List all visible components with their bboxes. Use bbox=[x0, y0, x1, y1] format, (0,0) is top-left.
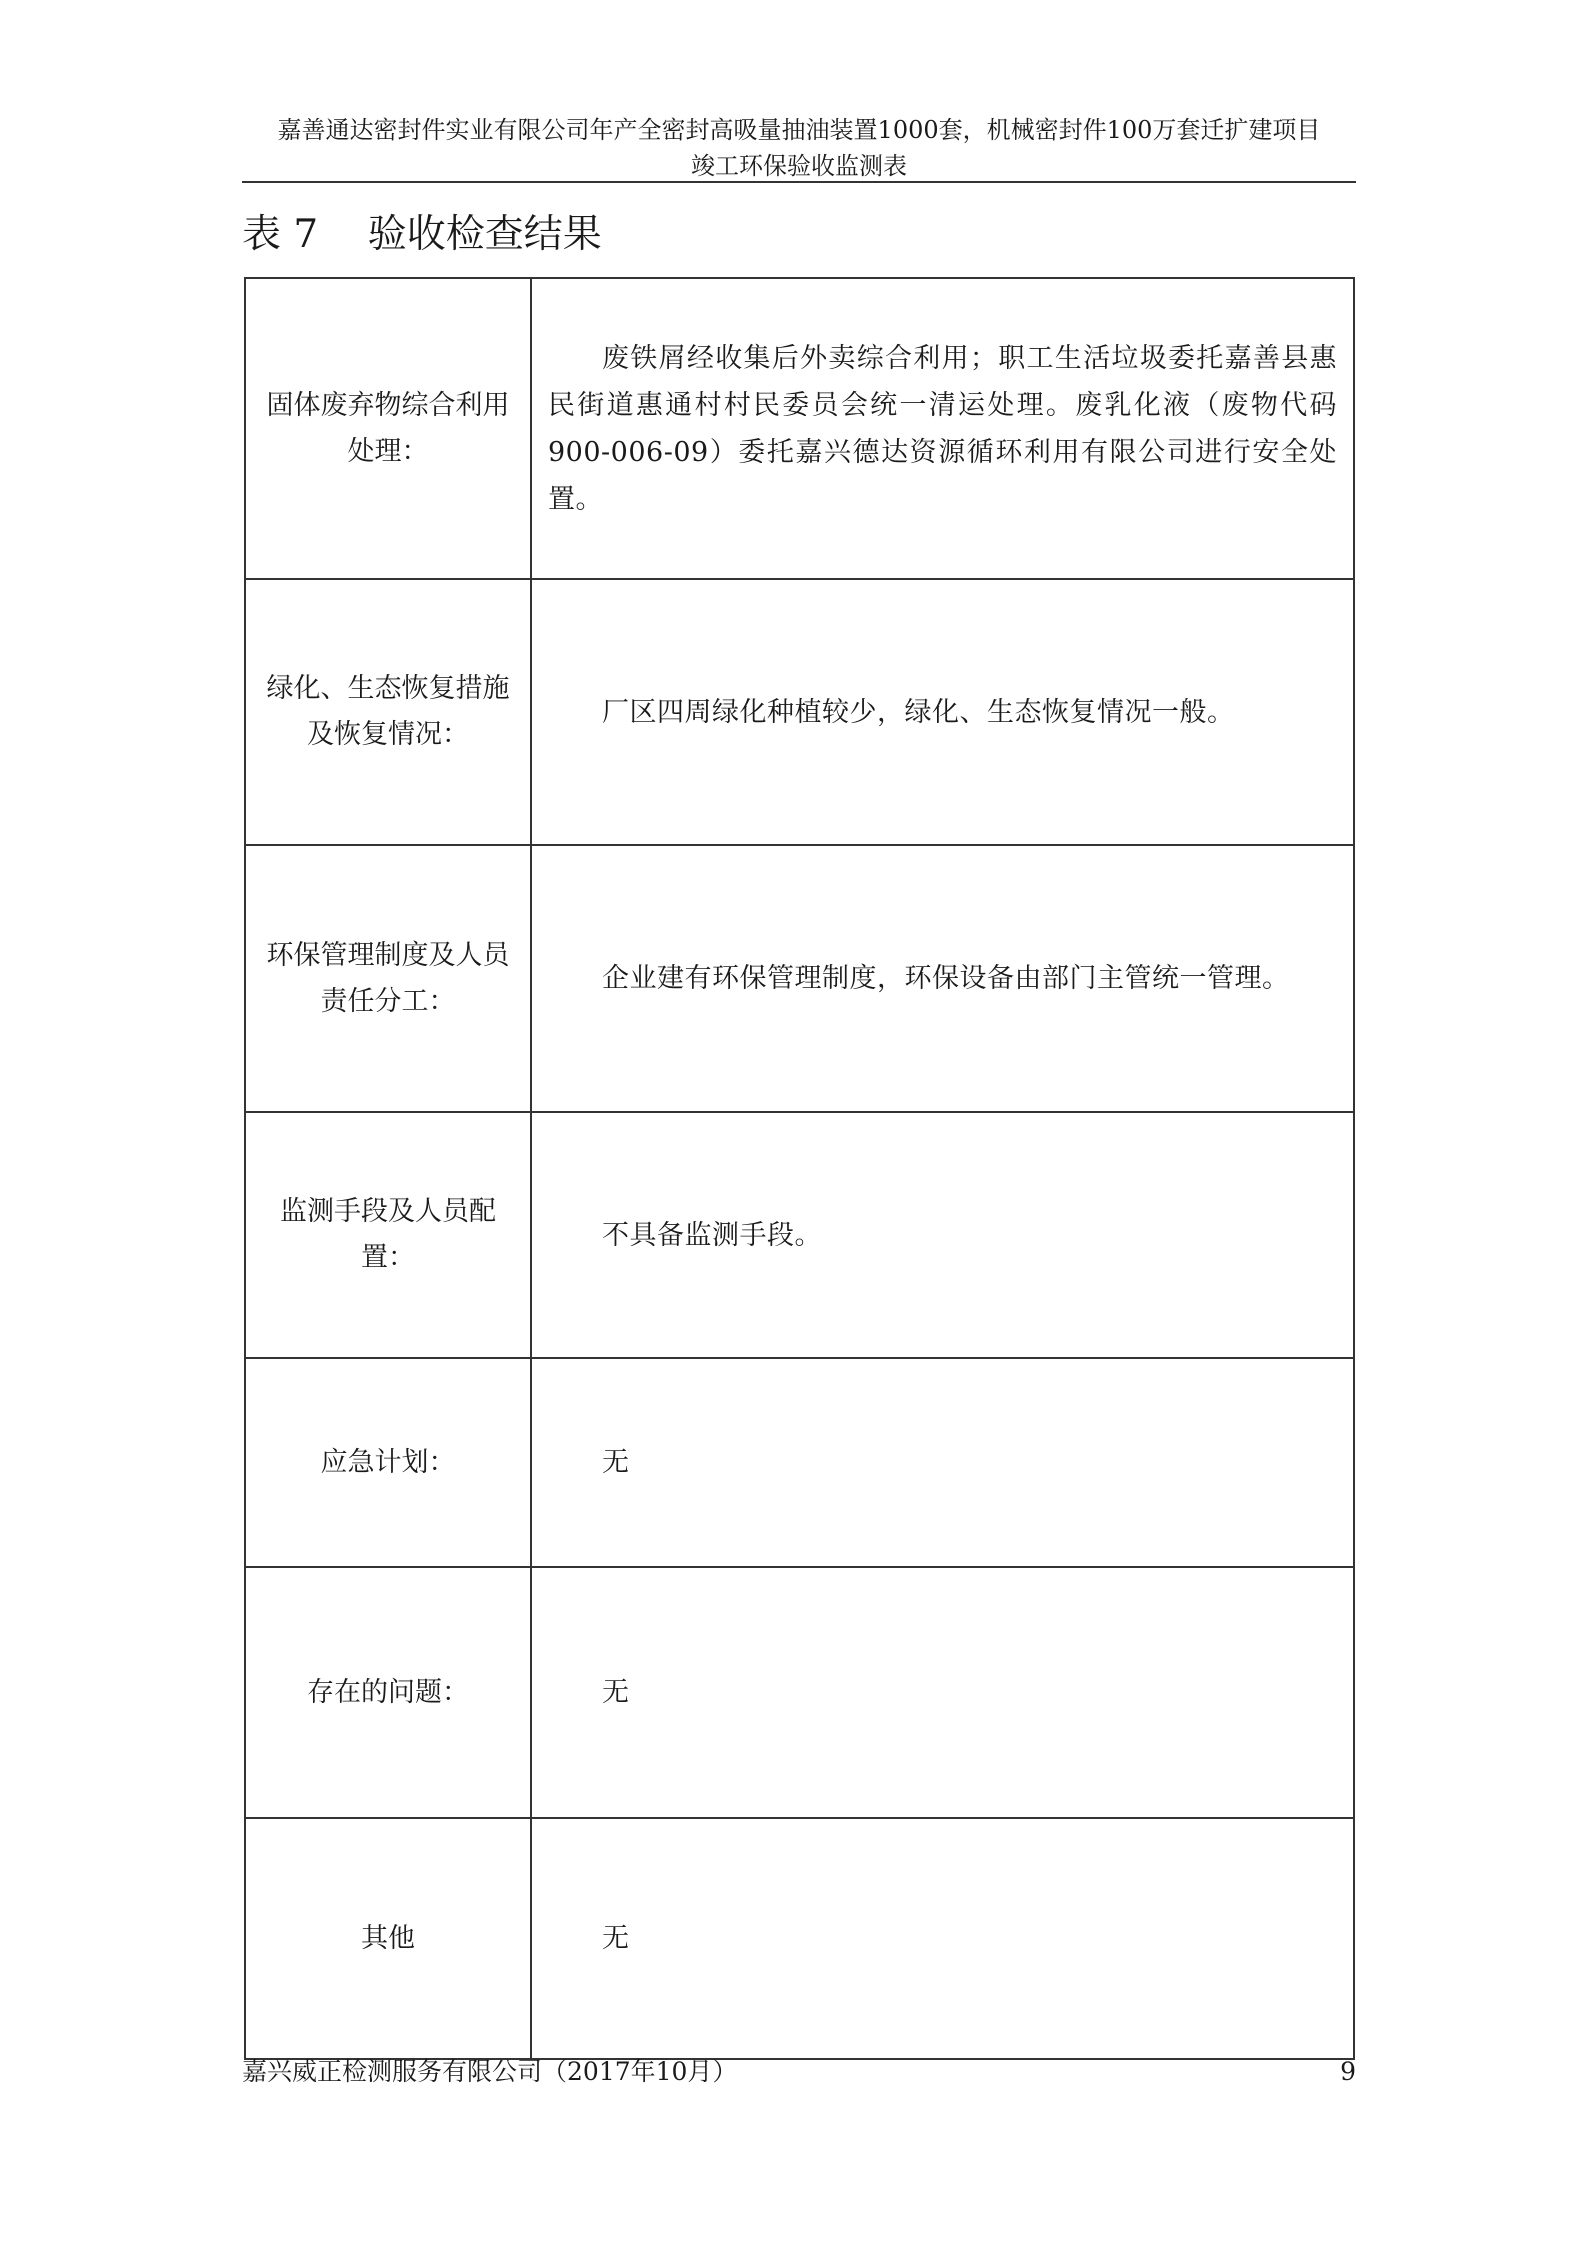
row-content-text: 厂区四周绿化种植较少，绿化、生态恢复情况一般。 bbox=[602, 696, 1235, 728]
page-number: 9 bbox=[1340, 2057, 1356, 2086]
row-content-text: 无 bbox=[602, 1677, 630, 1708]
header-divider bbox=[242, 181, 1356, 183]
table-row bbox=[245, 1818, 1354, 2059]
inspection-results-table bbox=[244, 277, 1355, 2060]
row-content bbox=[531, 845, 1354, 1112]
row-label: 固体废弃物综合利用处理： bbox=[245, 278, 531, 579]
table-row bbox=[245, 1358, 1354, 1567]
table-row bbox=[245, 1567, 1354, 1818]
running-header bbox=[242, 112, 1356, 184]
row-label: 其他 bbox=[245, 1818, 531, 2059]
row-content-text: 无 bbox=[602, 1447, 630, 1478]
section-title: 表 7 验收检查结果 bbox=[242, 212, 602, 257]
table-row bbox=[245, 278, 1354, 579]
row-content bbox=[531, 1358, 1354, 1567]
row-content bbox=[531, 1567, 1354, 1818]
row-content bbox=[531, 278, 1354, 579]
row-label: 环保管理制度及人员责任分工： bbox=[245, 845, 531, 1112]
row-label: 存在的问题： bbox=[245, 1567, 531, 1818]
row-label: 监测手段及人员配置： bbox=[245, 1112, 531, 1358]
row-content bbox=[531, 579, 1354, 845]
row-content bbox=[531, 1112, 1354, 1358]
footer-company: 嘉兴威正检测服务有限公司（2017年10月） bbox=[242, 2057, 738, 2086]
header-line-1: 嘉善通达密封件实业有限公司年产全密封高吸量抽油装置1000套，机械密封件100万套迁扩建项目 bbox=[277, 116, 1321, 144]
row-content-text: 废铁屑经收集后外卖综合利用；职工生活垃圾委托嘉善县惠民街道惠通村村民委员会统一清运处理。废乳化液（废物代码 900-006-09）委托嘉兴德达资源循环利用有限公司进行安全处置。 bbox=[548, 342, 1337, 515]
row-label: 绿化、生态恢复措施及恢复情况： bbox=[245, 579, 531, 845]
row-content-text: 不具备监测手段。 bbox=[602, 1219, 822, 1251]
row-content bbox=[531, 1818, 1354, 2059]
header-line-2: 竣工环保验收监测表 bbox=[691, 152, 907, 180]
table-row bbox=[245, 1112, 1354, 1358]
row-label: 应急计划： bbox=[245, 1358, 531, 1567]
row-content-text: 无 bbox=[602, 1923, 630, 1954]
table-row bbox=[245, 845, 1354, 1112]
row-content-text: 企业建有环保管理制度，环保设备由部门主管统一管理。 bbox=[602, 963, 1290, 994]
table-row bbox=[245, 579, 1354, 845]
